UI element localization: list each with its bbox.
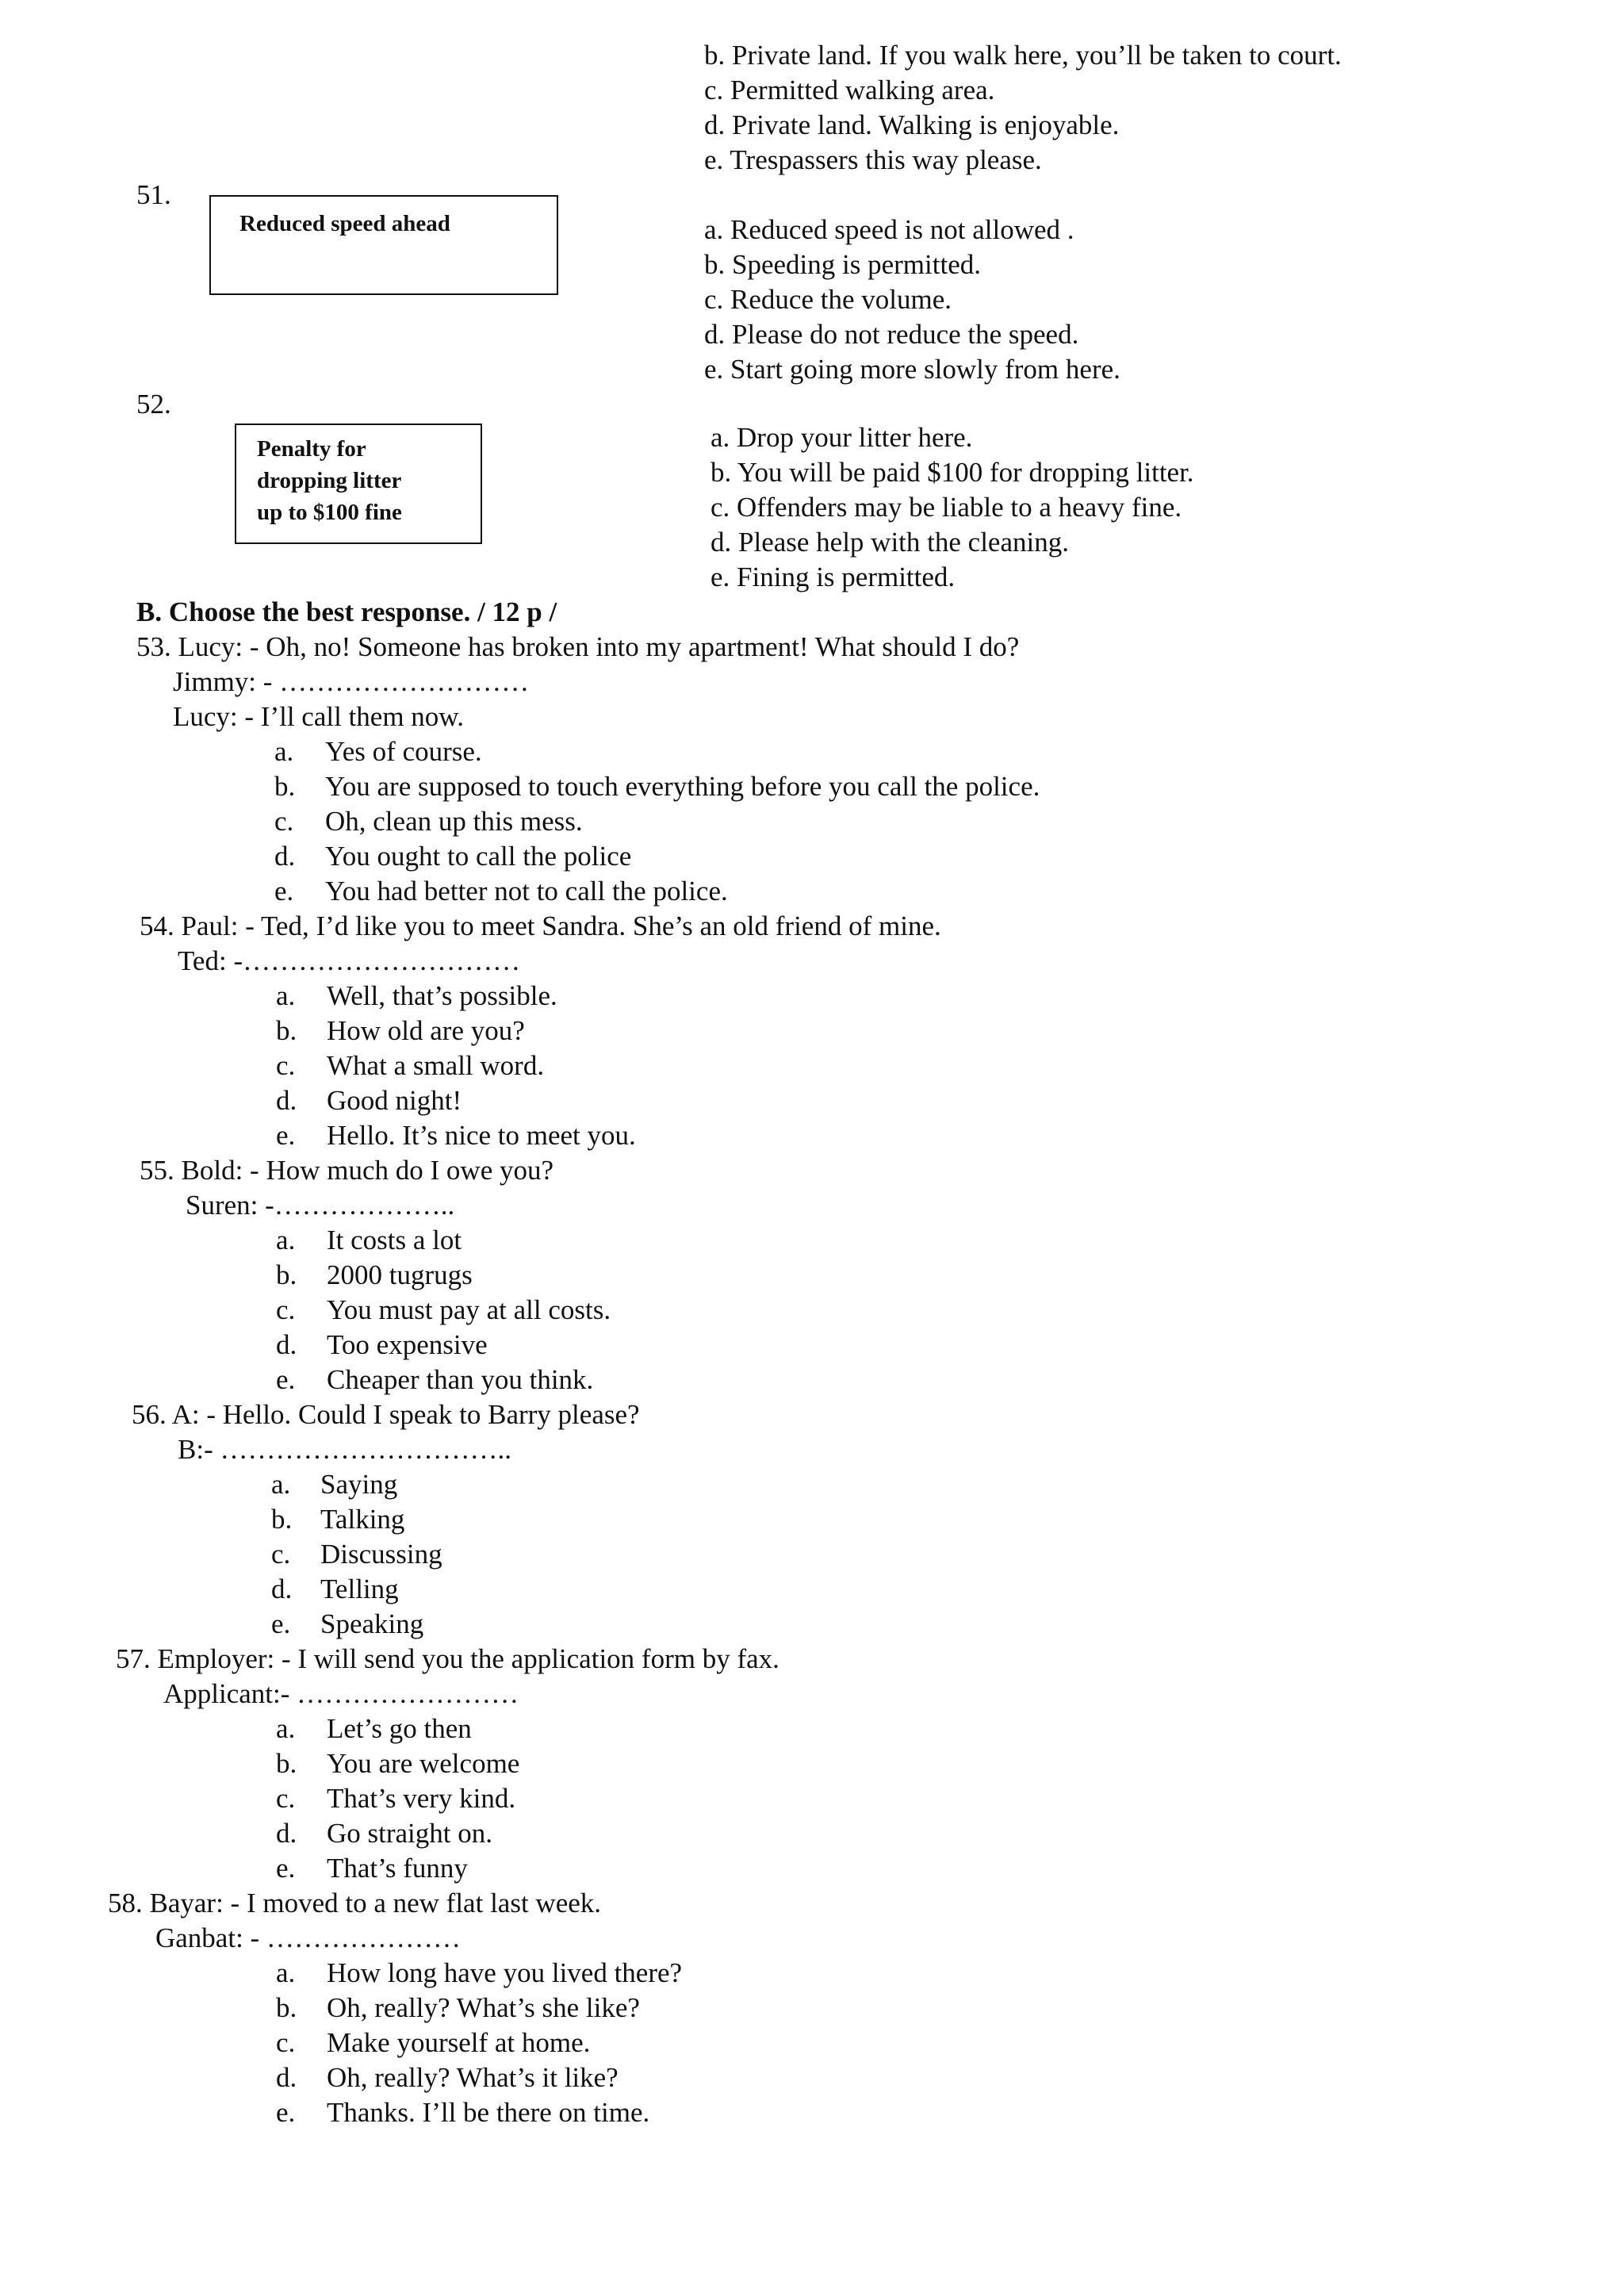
q57-option: b. You are welcome — [276, 1748, 520, 1779]
q58-ganbat-line: Ganbat: - ………………… — [155, 1922, 461, 1953]
q56-option: c. Discussing — [271, 1539, 442, 1570]
q50-option-e: e. Trespassers this way please. — [704, 144, 1042, 175]
q53-lucy-line: Lucy: - I’ll call them now. — [173, 701, 465, 732]
q52-number: 52. — [136, 389, 171, 420]
q58-option: b. Oh, really? What’s she like? — [276, 1992, 640, 2023]
q52-sign — [235, 424, 482, 544]
q50-option-d: d. Private land. Walking is enjoyable. — [704, 109, 1120, 140]
q57-option: c. That’s very kind. — [276, 1783, 516, 1814]
q50-option-c: c. Permitted walking area. — [704, 75, 995, 105]
q55-suren-line: Suren: -……………….. — [186, 1190, 455, 1221]
q51-option-b: b. Speeding is permitted. — [704, 249, 981, 280]
q53-option: a. Yes of course. — [274, 736, 482, 767]
q55-option: e. Cheaper than you think. — [276, 1364, 594, 1395]
q51-option-d: d. Please do not reduce the speed. — [704, 319, 1079, 350]
q56-option: e. Speaking — [271, 1608, 424, 1639]
q58-option: a. How long have you lived there? — [276, 1957, 683, 1988]
q56-b-line: B:- ………………………….. — [178, 1434, 511, 1465]
q56-option: a. Saying — [271, 1469, 398, 1500]
q52-option-e: e. Fining is permitted. — [710, 562, 956, 592]
q52-sign-line: up to $100 fine — [257, 500, 402, 525]
q54-option: c. What a small word. — [276, 1050, 545, 1081]
q55-option: c. You must pay at all costs. — [276, 1294, 611, 1325]
section-b-heading: B. Choose the best response. / 12 p / — [136, 596, 557, 627]
q51-option-c: c. Reduce the volume. — [704, 284, 952, 315]
q53-option: d. You ought to call the police — [274, 841, 632, 872]
q55-prompt: 55. Bold: - How much do I owe you? — [140, 1155, 554, 1186]
q52-option-d: d. Please help with the cleaning. — [710, 527, 1069, 558]
q54-option: b. How old are you? — [276, 1015, 525, 1046]
q55-option: b. 2000 tugrugs — [276, 1259, 473, 1290]
q57-prompt: 57. Employer: - I will send you the application form by fax. — [116, 1643, 779, 1674]
q52-sign-line: Penalty for — [257, 436, 366, 462]
q57-applicant-line: Applicant:- …………………… — [163, 1678, 519, 1709]
q51-sign — [209, 195, 558, 295]
q51-option-e: e. Start going more slowly from here. — [704, 354, 1120, 385]
q52-option-b: b. You will be paid $100 for dropping litter. — [710, 457, 1194, 488]
q58-option: d. Oh, really? What’s it like? — [276, 2062, 619, 2093]
q54-option: e. Hello. It’s nice to meet you. — [276, 1120, 636, 1151]
q53-option: c. Oh, clean up this mess. — [274, 806, 583, 837]
q56-option: b. Talking — [271, 1504, 405, 1535]
q54-option: d. Good night! — [276, 1085, 462, 1116]
q53-prompt: 53. Lucy: - Oh, no! Someone has broken into my apartment! What should I do? — [136, 631, 1020, 662]
q51-number: 51. — [136, 179, 171, 210]
q51-option-a: a. Reduced speed is not allowed . — [704, 214, 1074, 245]
q50-option-b: b. Private land. If you walk here, you’ll be taken to court. — [704, 40, 1342, 71]
q54-option: a. Well, that’s possible. — [276, 980, 557, 1011]
q58-prompt: 58. Bayar: - I moved to a new flat last week. — [108, 1888, 602, 1918]
q54-prompt: 54. Paul: - Ted, I’d like you to meet Sandra. She’s an old friend of mine. — [140, 910, 941, 941]
q57-option: d. Go straight on. — [276, 1818, 493, 1849]
q53-jimmy-line: Jimmy: - ……………………… — [173, 666, 530, 697]
q52-option-c: c. Offenders may be liable to a heavy fine. — [710, 492, 1182, 523]
q58-option: c. Make yourself at home. — [276, 2027, 591, 2058]
q52-option-a: a. Drop your litter here. — [710, 422, 973, 453]
q56-option: d. Telling — [271, 1573, 399, 1604]
q56-prompt: 56. A: - Hello. Could I speak to Barry please? — [132, 1399, 640, 1430]
q57-option: e. That’s funny — [276, 1853, 468, 1884]
q55-option: a. It costs a lot — [276, 1225, 462, 1255]
q55-option: d. Too expensive — [276, 1329, 488, 1360]
q53-option: e. You had better not to call the police. — [274, 876, 728, 907]
q51-sign-text: Reduced speed ahead — [239, 211, 450, 236]
q52-sign-line: dropping litter — [257, 468, 402, 493]
q58-option: e. Thanks. I’ll be there on time. — [276, 2097, 650, 2128]
q57-option: a. Let’s go then — [276, 1713, 472, 1744]
q53-option: b. You are supposed to touch everything before you call the police. — [274, 771, 1040, 802]
q54-ted-line: Ted: -………………………… — [178, 945, 521, 976]
